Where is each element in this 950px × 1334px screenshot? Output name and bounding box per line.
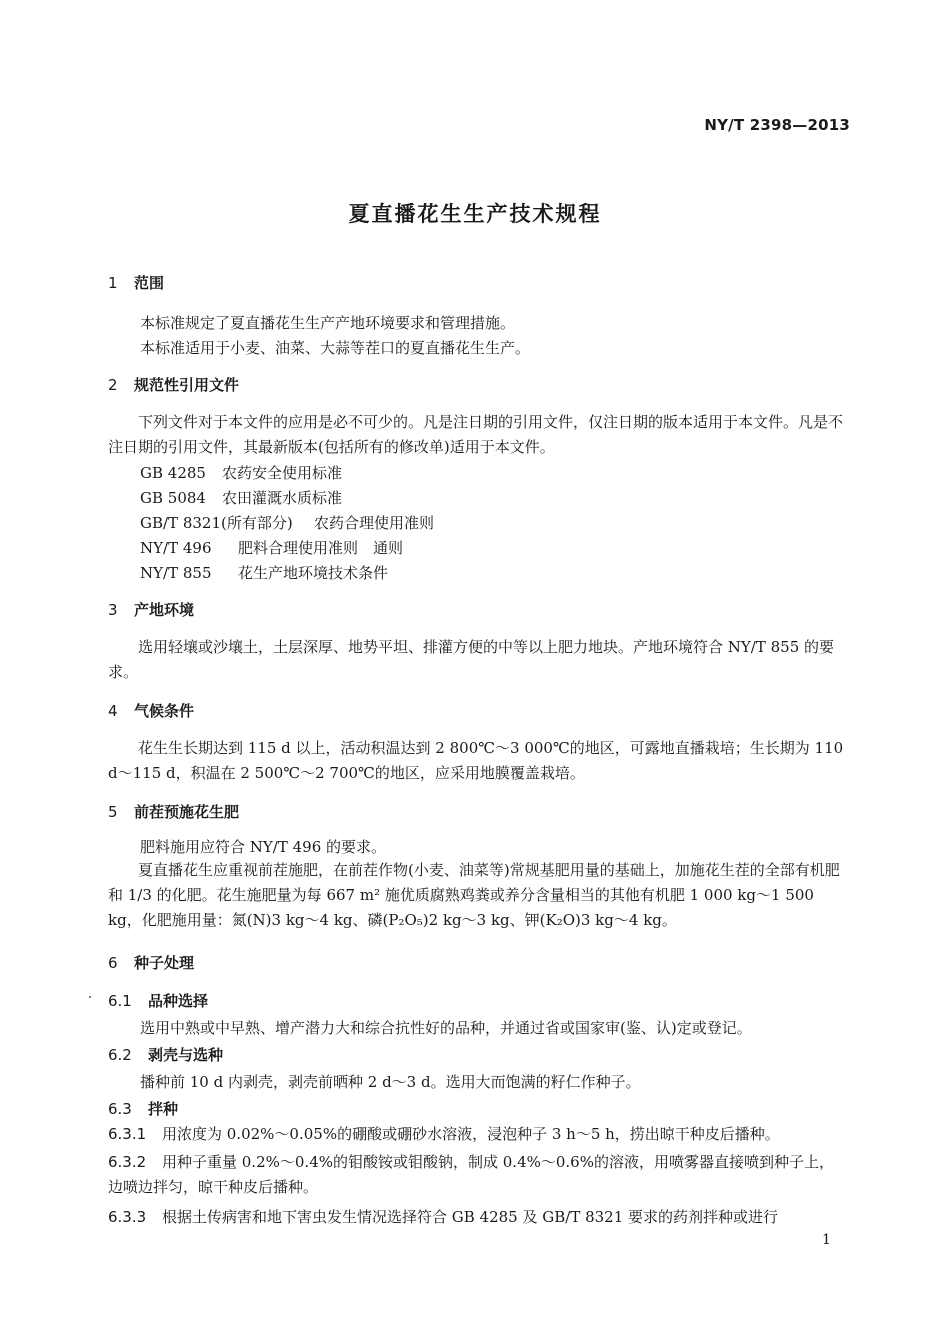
- clause-6-3-1: [108, 1122, 848, 1147]
- reference-code: GB 5084: [140, 489, 206, 507]
- clause-number: 6.3.3: [108, 1208, 147, 1226]
- clause-text: 用浓度为 0.02%～0.05%的硼酸或硼砂水溶液，浸泡种子 3 h～5 h，捞出晾干种皮后播种。: [162, 1125, 780, 1143]
- subsection-number: 6.1: [108, 992, 132, 1010]
- section-5-heading: [108, 801, 239, 822]
- clause-number: 6.3.1: [108, 1125, 147, 1143]
- scan-speck: [89, 996, 91, 998]
- subsection-title: 剥壳与选种: [148, 1046, 224, 1064]
- reference-code: NY/T 855: [140, 564, 212, 582]
- subsection-title: 拌种: [148, 1100, 179, 1118]
- subsection-number: 6.3: [108, 1100, 132, 1118]
- standard-code: NY/T 2398—2013: [704, 116, 850, 134]
- section-title: 气候条件: [134, 702, 195, 720]
- subsection-title: 品种选择: [148, 992, 209, 1010]
- section-6-heading: [108, 952, 194, 973]
- reference-item: [140, 487, 342, 508]
- paragraph: 本标准规定了夏直播花生生产产地环境要求和管理措施。: [140, 314, 516, 332]
- subsection-number: 6.2: [108, 1046, 132, 1064]
- reference-title: 农药合理使用准则: [314, 514, 435, 532]
- section-title: 范围: [134, 274, 165, 292]
- paragraph: 选用轻壤或沙壤土，土层深厚、地势平坦、排灌方便的中等以上肥力地块。产地环境符合 NY/T 855 的要求。: [108, 638, 835, 681]
- reference-title: 农药安全使用标准: [222, 464, 343, 482]
- reference-code: NY/T 496: [140, 539, 212, 557]
- paragraph: 下列文件对于本文件的应用是必不可少的。凡是注日期的引用文件，仅注日期的版本适用于本文件。凡是不注日期的引用文件，其最新版本(包括所有的修改单)适用于本文件。: [108, 413, 844, 456]
- reference-item: [140, 462, 342, 483]
- section-4-heading: [108, 700, 194, 721]
- reference-title: 农田灌溉水质标准: [222, 489, 343, 507]
- document-title: 夏直播花生生产技术规程: [348, 202, 602, 226]
- page-number: 1: [822, 1232, 831, 1248]
- section-title: 产地环境: [134, 601, 195, 619]
- section-number: 1: [108, 274, 118, 292]
- clause-6-3-2: [108, 1150, 848, 1200]
- reference-item: [140, 537, 403, 558]
- reference-title: 花生产地环境技术条件: [238, 564, 389, 582]
- section-title: 种子处理: [134, 954, 195, 972]
- clause-number: 6.3.2: [108, 1153, 147, 1171]
- paragraph: 播种前 10 d 内剥壳，剥壳前晒种 2 d～3 d。选用大而饱满的籽仁作种子。: [140, 1073, 641, 1091]
- subsection-6-2-heading: [108, 1044, 223, 1065]
- reference-code: GB/T 8321(所有部分): [140, 514, 293, 532]
- section-number: 5: [108, 803, 118, 821]
- paragraph: 肥料施用应符合 NY/T 496 的要求。: [140, 838, 387, 856]
- section-number: 3: [108, 601, 118, 619]
- paragraph: 夏直播花生应重视前茬施肥，在前茬作物(小麦、油菜等)常规基肥用量的基础上，加施花生茬的全部有机肥和 1/3 的化肥。花生施肥量为每 667 m² 施优质腐熟鸡粪或养分含量相当的其他有机肥 1 000 kg～1 500 kg，化肥施用量：氮(N)3 kg～4 kg、磷(P₂O₅)2 kg～3 kg、钾(K₂O)3 kg～4 kg。: [108, 861, 840, 929]
- section-1-heading: [108, 272, 164, 293]
- clause-text: 根据土传病害和地下害虫发生情况选择符合 GB 4285 及 GB/T 8321 要求的药剂拌种或进行: [162, 1208, 779, 1226]
- reference-code: GB 4285: [140, 464, 206, 482]
- clause-text: 用种子重量 0.2%～0.4%的钼酸铵或钼酸钠，制成 0.4%～0.6%的溶液，用喷雾器直接喷到种子上，边喷边拌匀，晾干种皮后播种。: [108, 1153, 834, 1196]
- section-title: 规范性引用文件: [134, 376, 240, 394]
- section-title: 前茬预施花生肥: [134, 803, 240, 821]
- section-number: 4: [108, 702, 118, 720]
- subsection-6-3-heading: [108, 1098, 178, 1119]
- paragraph: 花生生长期达到 115 d 以上，活动积温达到 2 800℃～3 000℃的地区，可露地直播栽培；生长期为 110 d～115 d，积温在 2 500℃～2 700℃的地区，应采用地膜覆盖栽培。: [108, 739, 844, 782]
- section-number: 6: [108, 954, 118, 972]
- reference-item: [140, 512, 434, 533]
- reference-title: 肥料合理使用准则 通则: [238, 539, 404, 557]
- reference-item: [140, 562, 388, 583]
- paragraph: 选用中熟或中早熟、增产潜力大和综合抗性好的品种，并通过省或国家审(鉴、认)定或登记。: [140, 1019, 752, 1037]
- section-3-heading: [108, 599, 194, 620]
- section-2-heading: [108, 374, 239, 395]
- section-number: 2: [108, 376, 118, 394]
- clause-6-3-3: [108, 1205, 848, 1230]
- paragraph: 本标准适用于小麦、油菜、大蒜等茬口的夏直播花生生产。: [140, 339, 531, 357]
- subsection-6-1-heading: [108, 990, 208, 1011]
